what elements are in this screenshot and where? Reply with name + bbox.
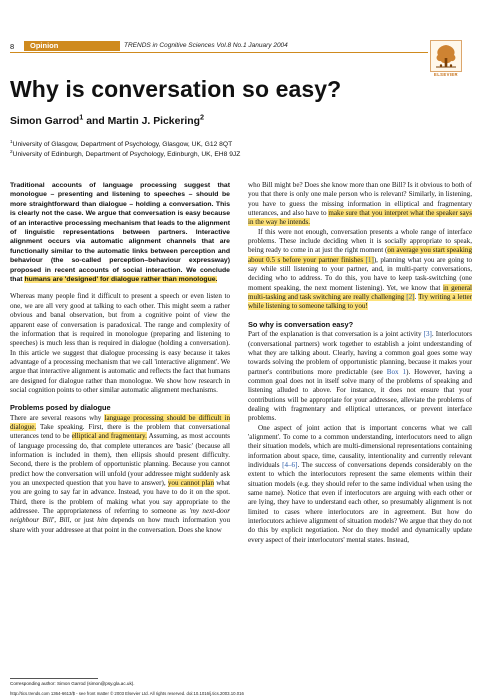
text-run: Part of the explanation is that conversation is a joint activity xyxy=(248,330,424,339)
reference-link-1[interactable]: [1] xyxy=(365,255,374,264)
right-paragraph-3 xyxy=(248,330,472,423)
affiliation-1-sup: 1 xyxy=(10,138,13,144)
text-run: , xyxy=(54,516,60,525)
text-run: who Bill might be? Does she know more than one Bill? Is it obvious to both of you that there is only one male person who is relevant? Similarly, in listening, you have to guess the missing information in elliptical and fragmentary utterances, and also have to xyxy=(248,181,472,218)
highlight-run: Try writing a letter while listening to someone talking to you! xyxy=(248,293,472,311)
text-run: . xyxy=(414,293,419,302)
abstract-highlight: humans are 'designed' for dialogue rather than monologue. xyxy=(24,276,218,284)
text-run: . Interlocutors (conversational partners) work together to establish a joint understanding of what they are talking about. Clearly, having a common goal goes some way towards solving the problem of opportunistic planning, because it makes your partner's contributions more predictable (see xyxy=(248,330,472,376)
highlight-run: make sure that you interpret what the speaker says in the way he intends. xyxy=(248,209,472,227)
affiliation-2-text: University of Edinburgh, Department of Psychology, Edinburgh, UK, EH8 9JZ xyxy=(12,150,241,158)
text-run: There are several reasons why xyxy=(10,413,105,422)
box-1-link[interactable]: Box 1 xyxy=(386,367,407,376)
reference-link-2[interactable]: [2] xyxy=(406,293,415,302)
footnote-rule xyxy=(10,678,98,679)
reference-link-4[interactable]: [4–6] xyxy=(282,460,298,469)
affiliation-2-sup: 2 xyxy=(10,148,13,154)
right-paragraph-1 xyxy=(248,181,472,228)
elsevier-tree-logo xyxy=(430,40,462,72)
text-run: what you are going to say far in advance. Instead, you have to do it on the spot. Third, there is the problem of making what you say appropriate to the addressee. The appropriateness of referring to someone as xyxy=(10,479,230,516)
section-heading-easy: So why is conversation easy? xyxy=(248,319,354,329)
authors xyxy=(10,112,205,127)
section-tag: Opinion xyxy=(24,41,120,51)
highlight-run: in general multi-tasking and task switching are really challenging xyxy=(248,283,472,302)
highlight-run: on average you start speaking about 0.5 s before your partner finishes xyxy=(248,246,472,264)
text-run: One aspect of joint action that is important concerns what we call 'alignment'. To come to a common understanding, interlocutors need to align their situation models, which are multi-dimensional representations containing information about space, time, causality, intentionality and currently relevant individuals xyxy=(248,423,472,469)
problems-paragraph xyxy=(10,414,230,535)
left-column xyxy=(10,181,230,535)
right-column xyxy=(248,181,472,545)
author-2: Martin J. Pickering xyxy=(107,116,200,127)
text-run: depends on how much information you share with your addressee at that point in the conversation. Does she know xyxy=(10,516,230,534)
abstract-text: Traditional accounts of language processing suggest that monologue – presenting and listening to speeches – should be more straightforward than dialogue – holding a conversation. This is clearly not the case. We argue that conversation is easy because of an interactive processing mechanism that leads to the alignment of linguistic representations between partners. Interactive alignment occurs via automatic alignment channels that are functionally similar to the automatic links between perception and behaviour (the so-called perception–behaviour expressway) proposed in recent accounts of social interaction. We conclude that xyxy=(10,182,230,284)
author-and: and xyxy=(83,116,108,127)
highlight-run: elliptical and fragmentary. xyxy=(71,432,147,441)
text-run: Assuming, as most accounts of language processing do, that complete utterances are 'basic' (because all information is included in them), then ellipsis should present difficulty. Second, there is the problem of opportunistic planning. Because you cannot predict how the conversation will unfold (your addressee might suddenly ask you an unexpected question that you have to answer), xyxy=(10,432,230,487)
reference-link-3[interactable]: [3] xyxy=(423,330,432,339)
author-1-sup: 1 xyxy=(79,112,84,122)
affiliation-1-text: University of Glasgow, Department of Psychology, Glasgow, UK, G12 8QT xyxy=(12,141,233,148)
page-number: 8 xyxy=(10,42,15,51)
intro-paragraph: Whereas many people find it difficult to present a speech or even listen to one, we are all very good at talking to each other. This might seem a rather obvious and banal observation, but from a cognitive point of view the apparent ease of conversation is paradoxical. The range and complexity of the information that is required in monologue (preparing and listening to speeches) is much less than is required in dialogue (holding a conversation). In this article we suggest that dialogue processing is easy because it takes advantage of a processing mechanism that we call 'interactive alignment'. We argue that interactive alignment is automatic and reflects the fact that humans are designed for dialogue rather than monologue. We show how research in social cognition points to other similar automatic alignment mechanisms. xyxy=(10,292,230,394)
bottom-imprint-line: http://tics.trends.com 1364-6613/$ - see front matter © 2003 Elsevier Ltd. All rights reserved. doi:10.1016/j.tics.2003.10.016 xyxy=(10,691,244,696)
text-run: ). However, having a common goal does not in itself solve many of the problems of speaking and listening alluded to above. For instance, it does not ensure that your contributions will be appropriate for your addressee, alleviate the problems of dealing with fragmentary and elliptical utterances, or prevent interface problems. xyxy=(248,367,472,423)
quote-him: him xyxy=(97,516,108,525)
author-1: Simon Garrod xyxy=(10,116,80,127)
highlight-run: language processing should be difficult in dialogue. xyxy=(10,413,230,431)
quote-neighbour: 'my next-door neighbour Bill' xyxy=(10,507,231,525)
text-run: Take speaking. First, there is the problem that conversational utterances tend to be xyxy=(10,422,230,441)
right-paragraph-4 xyxy=(248,424,472,545)
affiliation-1 xyxy=(10,140,240,150)
corresponding-author-footnote: Corresponding author: Simon Garrod (simon@psy.gla.ac.uk). xyxy=(10,681,135,686)
section-heading-problems: Problems posed by dialogue xyxy=(10,403,111,413)
author-2-sup: 2 xyxy=(199,112,205,122)
affiliations xyxy=(10,140,240,159)
text-run: If this were not enough, conversation presents a whole range of interface problems. These include deciding when it is socially appropriate to speak, being ready to come in at just the right moment ( xyxy=(248,227,472,255)
text-run: , or just xyxy=(69,516,98,525)
highlight-run: you cannot plan xyxy=(167,479,214,487)
affiliation-2 xyxy=(10,150,240,160)
journal-line: TRENDS in Cognitive Sciences Vol.8 No.1 January 2004 xyxy=(124,42,288,49)
article-title: Why is conversation so easy? xyxy=(10,76,342,102)
text-run: . The success of conversations depends considerably on the extent to which the interlocutors represent the same elements within their situation models (e.g. they should refer to the same individual when using the same name). Notice that even if interlocutors are arguing with each other or are lying, they have to understand each other, so presumably alignment is not limited to cases where interlocutors are in agreement. But how do interlocutors achieve alignment of situation models? We argue that they do not do this by explicit negotiation. Nor do they model and dynamically update every aspect of their interlocutors' mental states. Instead, xyxy=(248,460,472,544)
abstract xyxy=(10,181,230,284)
right-paragraph-2 xyxy=(248,228,472,312)
publisher-label: ELSEVIER xyxy=(434,72,458,77)
quote-bill: Bill xyxy=(59,516,70,525)
text-run: ), planning what you are going to say while still listening to your partner, and, in multi-party conversations, deciding who to address. To do this, you have to keep task-switching (one moment speaking, the next moment listening). Yet, we know that xyxy=(248,255,472,292)
header-rule xyxy=(10,52,428,53)
